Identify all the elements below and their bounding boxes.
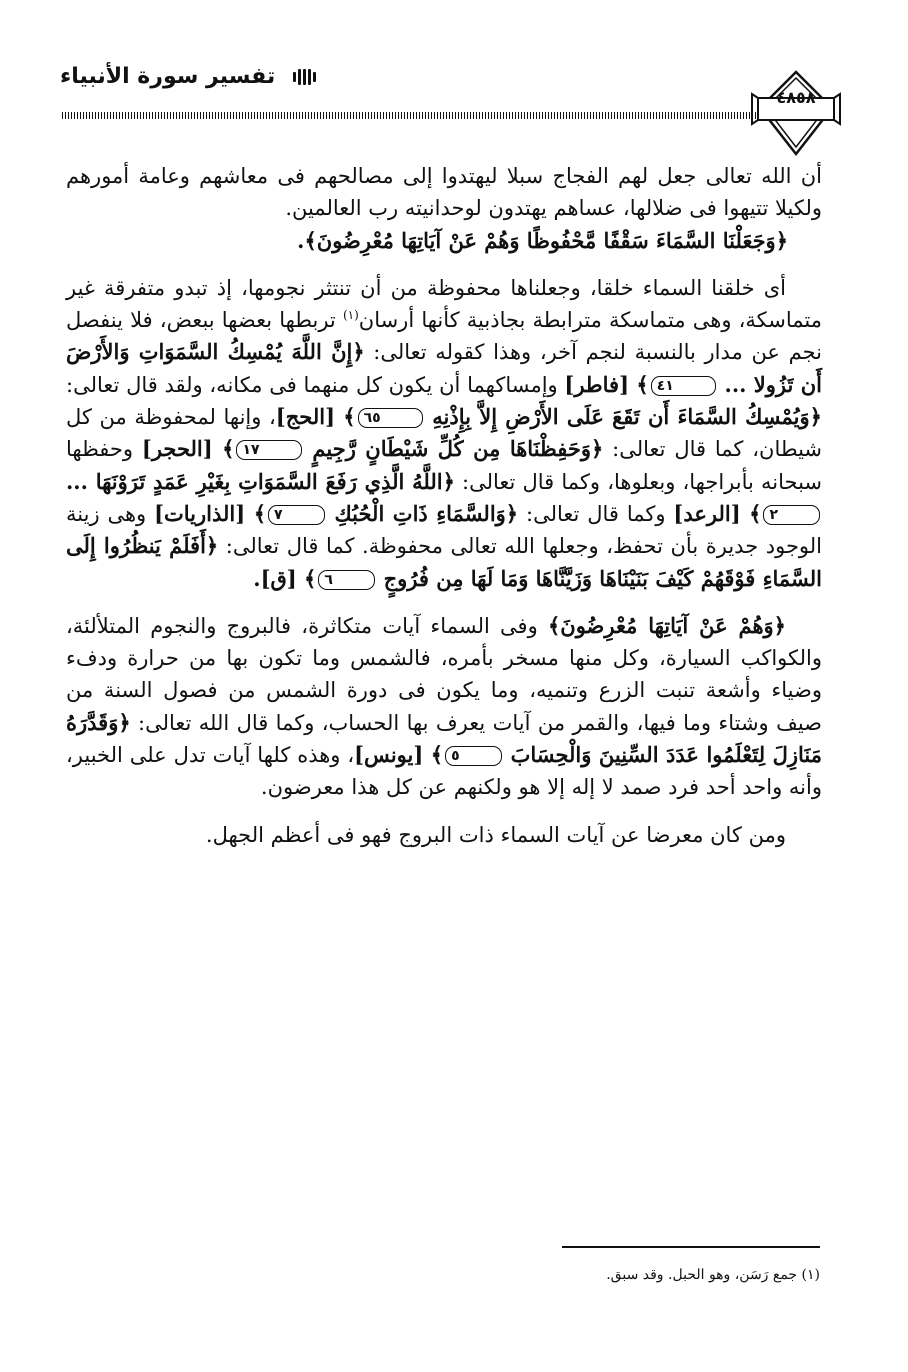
paragraph-text: تربطها بعضها ببعض، فلا ينفصل نجم عن مدار بالنسبة لنجم آخر، وهذا كقوله تعالى: [66, 308, 822, 365]
surah-reference: ﴾ [الرعد] [673, 500, 762, 526]
surah-reference: ﴾ [يونس] [354, 742, 444, 768]
quran-quote: ﴿وَقَدَّرَهُ مَنَازِلَ لِتَعْلَمُوا عَدَدَ السِّنِينَ وَالْحِسَابَ [66, 709, 823, 768]
quran-quote: ﴿أَفَلَمْ يَنظُرُوا إِلَى السَّمَاءِ فَوْقَهُمْ كَيْفَ بَنَيْنَاهَا وَزَيَّنَّاهَا وَمَا لَهَا مِن فُرُوجٍ [66, 533, 822, 591]
verse-number: ٧ [268, 505, 325, 525]
surah-reference: ﴾ [الحج] [275, 404, 356, 430]
paragraph-text: وكما قال تعالى: [518, 501, 674, 526]
paragraph-text: وإمساكهما أن يكون كل منهما فى مكانه، ولقد قال تعالى: [66, 372, 565, 397]
footnote: (١) جمع رَسَن، وهو الحبل. وقد سبق. [606, 1267, 820, 1283]
quran-quote: ﴿وَيُمْسِكُ السَّمَاءَ أَن تَقَعَ عَلَى الأَرْضِ إِلاَّ بِإِذْنِهِ [432, 404, 822, 430]
quran-quote: ﴿وَحَفِظْنَاهَا مِن كُلِّ شَيْطَانٍ رَّجِيمٍ [312, 436, 604, 462]
footnote-rule [562, 1246, 820, 1248]
paragraph-2 [66, 272, 822, 595]
quran-quote: ﴿وَهُمْ عَنْ آيَاتِهَا مُعْرِضُونَ﴾ [547, 612, 786, 638]
surah-reference: ﴾ [الذاريات] [154, 500, 267, 526]
quran-quote: ﴿وَالسَّمَاءِ ذَاتِ الْحُبُكِ [334, 500, 519, 526]
footnote-reference: (١) [342, 308, 359, 323]
surah-reference: ﴾ [ق]. [253, 565, 317, 591]
title-ornament-icon [292, 69, 316, 85]
paragraph-text: وحفظها سبحانه بأبراجها، وبعلوها، وكما قال تعالى: [66, 437, 822, 494]
quran-verse: ﴿وَجَعَلْنَا السَّمَاءَ سَقْفًا مَّحْفُوظًا وَهُمْ عَنْ آيَاتِهَا مُعْرِضُونَ﴾. [297, 227, 788, 253]
verse-number: ٢ [763, 505, 820, 525]
paragraph-4: ومن كان معرضا عن آيات السماء ذات البروج فهو فى أعظم الجهل. [205, 822, 786, 847]
paragraph-text: أى خلقنا السماء خلقا، وجعلناها محفوظة من أن تنتثر نجومها، إذ تبدو متفرقة غير متماسكة، وهى متماسكة مترابطة بجاذبية كأنها أرسان [66, 275, 822, 333]
main-text [66, 160, 822, 851]
paragraph-text: ، وهذه كلها آيات تدل على الخبير، وأنه واحد أحد فرد صمد لا إله إلا هو ولكنهم عن كل هذا معرضون. [66, 743, 822, 800]
page-number-ornament-icon [750, 68, 842, 160]
paragraph-text: وفى السماء آيات متكاثرة، فالبروج والنجوم المتلألئة، والكواكب السيارة، وكل منها مسخر بأمره، فالشمس وما تكون بها من حرارة ودفء وضياء وأشعة تنبت الزرع وتنميه، وما يكون فى دورة الشمس من فصول السنة من صيف وشتاء وما فيها، والقمر من آيات يعرف بها الحساب، وكما قال الله تعالى: [66, 613, 822, 735]
verse-number: ١٧ [236, 440, 301, 460]
quran-quote: ﴿اللَّهُ الَّذِي رَفَعَ السَّمَوَاتِ بِغَيْرِ عَمَدٍ تَرَوْنَهَا ... [66, 468, 455, 494]
surah-reference: ﴾ [الحجر] [141, 436, 235, 462]
page-number: ٤٨٥٨ [776, 88, 816, 107]
paragraph-3 [66, 610, 822, 804]
verse-number: ٤١ [651, 376, 716, 396]
verse-number: ٦ [318, 570, 375, 590]
paragraph-text: ، وإنها لمحفوظة من كل شيطان، كما قال تعالى: [66, 405, 822, 462]
paragraph-text: وهى زينة الوجود جديرة بأن تحفظ، وجعلها الله تعالى محفوظة. كما قال تعالى: [66, 501, 823, 559]
verse-number: ٥ [445, 746, 502, 766]
surah-reference: ﴾ [فاطر] [564, 371, 649, 397]
quran-quote: ﴿إِنَّ اللَّهَ يُمْسِكُ السَّمَوَاتِ وَالأَرْضَ أَن تَزُولا ... [66, 339, 822, 397]
verse-number: ٦٥ [358, 408, 423, 428]
running-title: تفسير سورة الأنبياء [60, 64, 276, 89]
header-rule [62, 112, 756, 119]
paragraph-1: أن الله تعالى جعل لهم الفجاج سبلا ليهتدوا إلى مصالحهم فى معاشهم وعامة أمورهم ولكيلا تتيهوا فى ضلالها، عساهم يهتدون لوحدانيته رب العالمين. [66, 164, 822, 221]
